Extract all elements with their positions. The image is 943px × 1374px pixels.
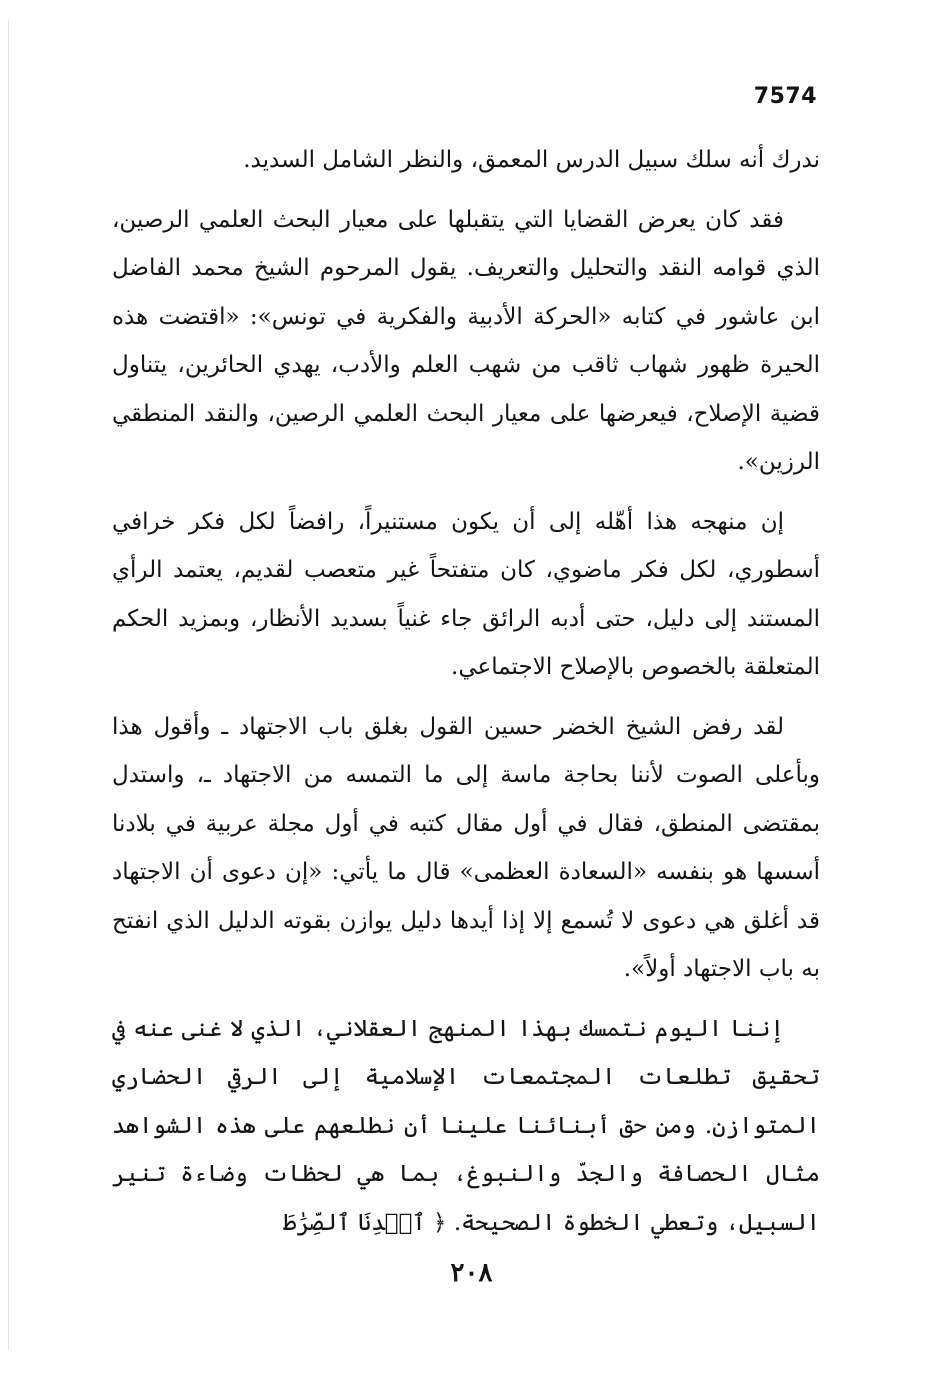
paragraph-2: فقد كان يعرض القضايا التي يتقبلها على معيار البحث العلمي الرصين، الذي قوامه النقد والتحليل والتعريف. يقول المرحوم الشيخ محمد الفاضل ابن عاشور في كتابه «الحركة الأدبية والفكرية في تونس»: «اقتضت هذه الحيرة ظهور شهاب ثاقب من شهب العلم والأدب، يهدي الحائرين، يتناول قضية الإصلاح، فيعرضها على معيار البحث العلمي الرصين، والنقد المنطقي الرزين». [112, 206, 820, 475]
scan-edge-line [8, 20, 9, 1350]
page-code: 7574 [753, 84, 817, 109]
paragraph-1: ندرك أنه سلك سبيل الدرس المعمق، والنظر الشامل السديد. [243, 147, 820, 173]
paragraph-3: إن منهجه هذا أهّله إلى أن يكون مستنيراً، رافضاً لكل فكر خرافي أسطوري، لكل فكر ماضوي، كان متفتحاً غير متعصب لقديم، يعتمد الرأي المستند إلى دليل، حتى أدبه الرائق جاء غنياً بسديد الأنظار، وبمزيد الحكم المتعلقة بالخصوص بالإصلاح الاجتماعي. [112, 508, 820, 680]
body-text [112, 136, 820, 1247]
page-number: ٢٠٨ [450, 1258, 493, 1288]
paragraph-4: لقد رفض الشيخ الخضر حسين القول بغلق باب الاجتهاد ـ وأقول هذا وبأعلى الصوت لأننا بحاجة ماسة إلى ما التمسه من الاجتهاد ـ، واستدل بمقتضى المنطق، فقال في أول مقال كتبه في أول مجلة عربية في بلادنا أسسها هو بنفسه «السعادة العظمى» قال ما يأتي: «إن دعوى أن الاجتهاد قد أغلق هي دعوى لا تُسمع إلا إذا أيدها دليل يوازن بقوته الدليل الذي انفتح به باب الاجتهاد أولاً». [112, 713, 820, 982]
paragraph-5: إننا اليوم نتمسك بهذا المنهج العقلاني، الذي لا غنى عنه في تحقيق تطلعات المجتمعات الإسلامية إلى الرقي الحضاري المتوازن. ومن حق أبنائنا علينا أن نطلعهم على هذه الشواهد مثال الحصافة والجدّ والنبوغ، بما هي لحظات وضاءة تنير السبيل، وتعطي الخطوة الصحيحة. ﴿ ٱهۡدِنَا ٱلصِّرَٰطَ [112, 1015, 820, 1236]
